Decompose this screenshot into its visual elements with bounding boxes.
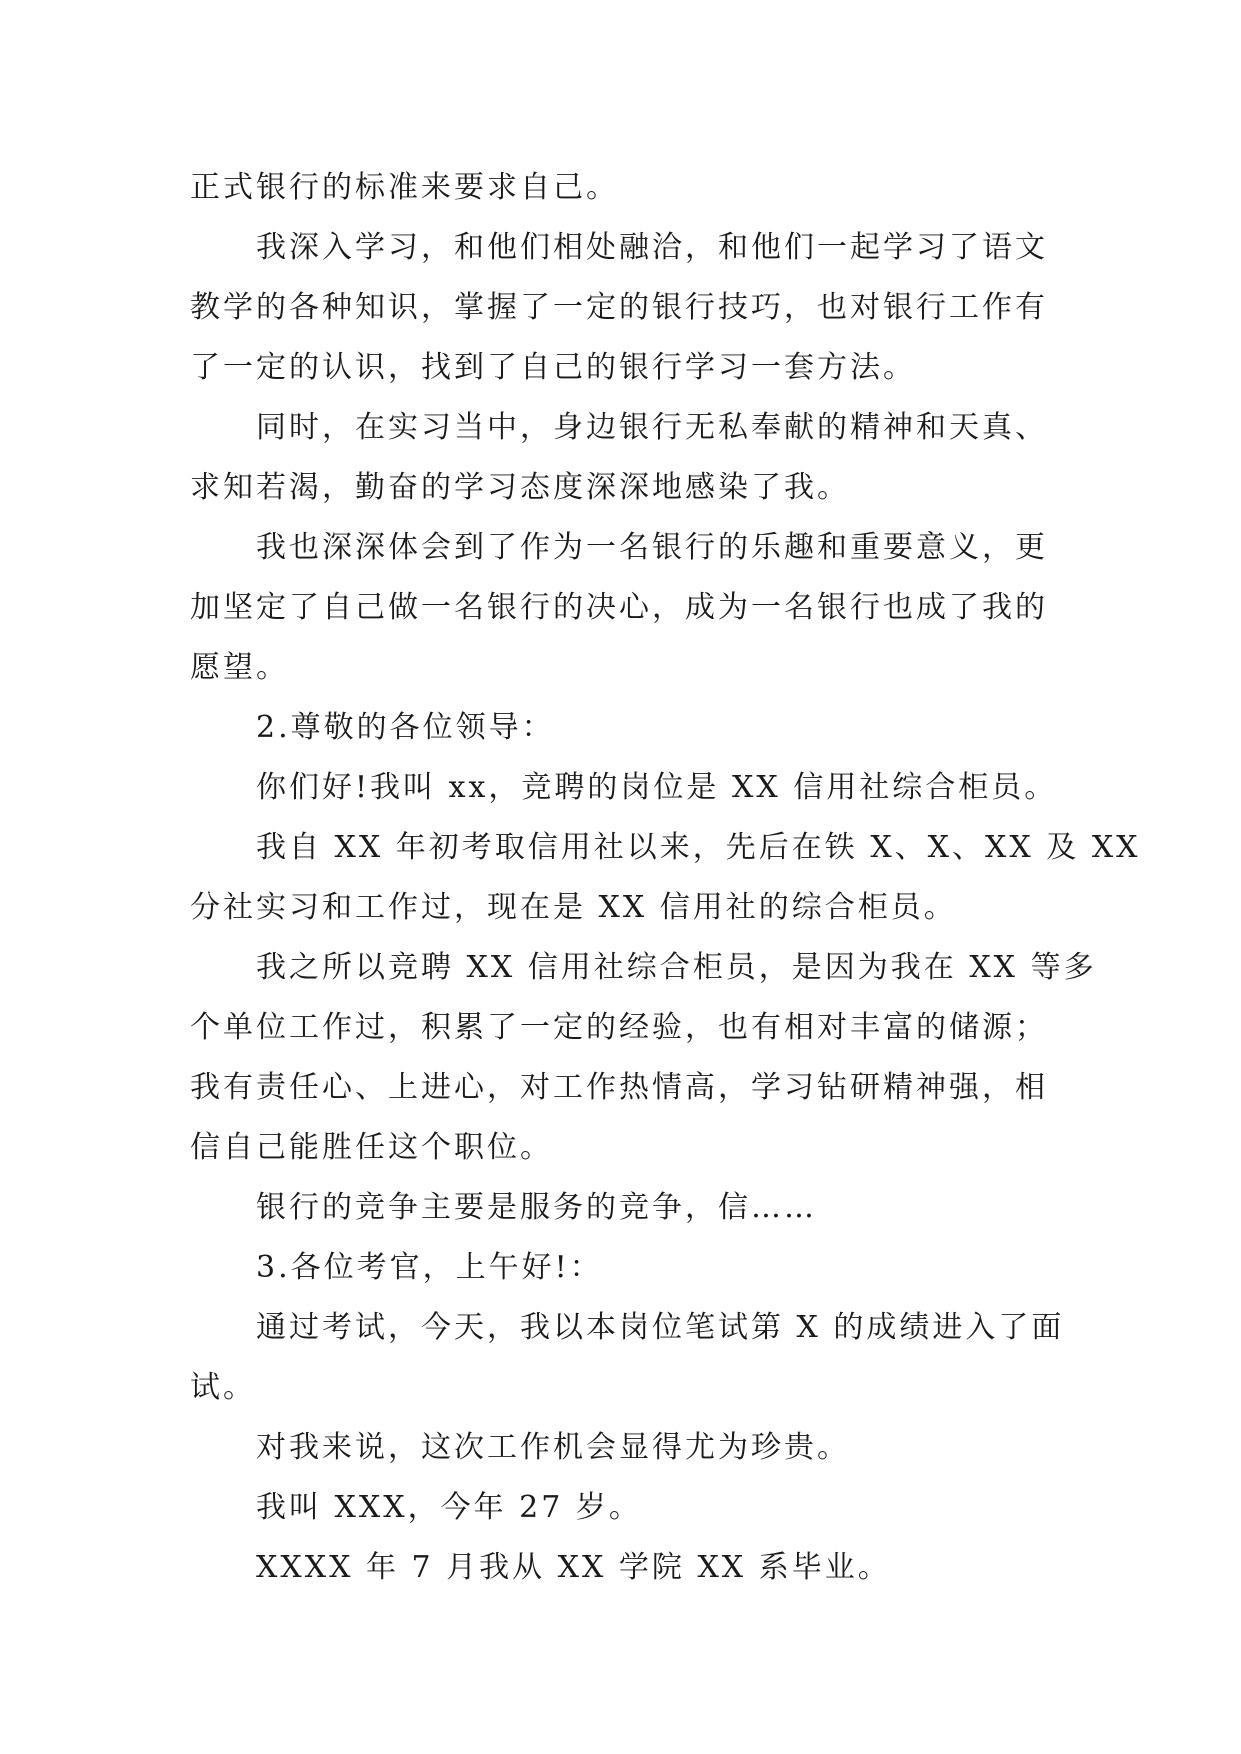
text-line: 教学的各种知识，掌握了一定的银行技巧，也对银行工作有 bbox=[190, 290, 1048, 325]
text-line: 愿望。 bbox=[190, 650, 289, 685]
paragraph bbox=[190, 1478, 1070, 1538]
paragraph bbox=[190, 698, 1070, 758]
text-line: 加坚定了自己做一名银行的决心，成为一名银行也成了我的 bbox=[190, 590, 1048, 625]
text-line: 我之所以竞聘 XX 信用社综合柜员，是因为我在 XX 等多 bbox=[256, 950, 1097, 985]
paragraph bbox=[190, 398, 1070, 518]
paragraph bbox=[190, 758, 1070, 818]
paragraph bbox=[190, 938, 1097, 1178]
text-line: 银行的竞争主要是服务的竞争，信…… bbox=[256, 1190, 817, 1225]
paragraph bbox=[190, 518, 1070, 698]
text-line: 我有责任心、上进心，对工作热情高，学习钻研精神强，相 bbox=[190, 1070, 1048, 1105]
text-line: 个单位工作过，积累了一定的经验，也有相对丰富的储源； bbox=[190, 1010, 1048, 1045]
text-line: 试。 bbox=[190, 1370, 256, 1405]
paragraph bbox=[190, 218, 1070, 398]
text-line: 3.各位考官，上午好!： bbox=[256, 1250, 603, 1285]
text-line: 我深入学习，和他们相处融洽，和他们一起学习了语文 bbox=[256, 230, 1048, 265]
text-line: 我自 XX 年初考取信用社以来，先后在铁 X、X、XX 及 XX bbox=[256, 830, 1141, 865]
paragraph bbox=[190, 1178, 1070, 1238]
text-line: 了一定的认识，找到了自己的银行学习一套方法。 bbox=[190, 350, 916, 385]
text-line: 求知若渴，勤奋的学习态度深深地感染了我。 bbox=[190, 470, 850, 505]
document-body bbox=[190, 158, 1141, 1598]
paragraph bbox=[190, 1238, 1070, 1298]
text-line: 你们好!我叫 xx，竞聘的岗位是 XX 信用社综合柜员。 bbox=[256, 770, 1058, 805]
text-line: 2.尊敬的各位领导： bbox=[256, 710, 555, 745]
text-line: 我叫 XXX，今年 27 岁。 bbox=[256, 1490, 642, 1525]
paragraph bbox=[190, 818, 1141, 938]
text-line: 信自己能胜任这个职位。 bbox=[190, 1130, 553, 1165]
paragraph bbox=[190, 1298, 1070, 1418]
text-line: XXXX 年 7 月我从 XX 学院 XX 系毕业。 bbox=[256, 1550, 891, 1585]
text-line: 对我来说，这次工作机会显得尤为珍贵。 bbox=[256, 1430, 850, 1465]
text-line: 同时，在实习当中，身边银行无私奉献的精神和天真、 bbox=[256, 410, 1048, 445]
text-line: 通过考试，今天，我以本岗位笔试第 X 的成绩进入了面 bbox=[256, 1310, 1065, 1345]
text-line: 分社实习和工作过，现在是 XX 信用社的综合柜员。 bbox=[190, 890, 957, 925]
paragraph bbox=[190, 158, 1070, 218]
paragraph bbox=[190, 1418, 1070, 1478]
text-line: 正式银行的标准来要求自己。 bbox=[190, 170, 619, 205]
paragraph bbox=[190, 1538, 1070, 1598]
text-line: 我也深深体会到了作为一名银行的乐趣和重要意义，更 bbox=[256, 530, 1048, 565]
